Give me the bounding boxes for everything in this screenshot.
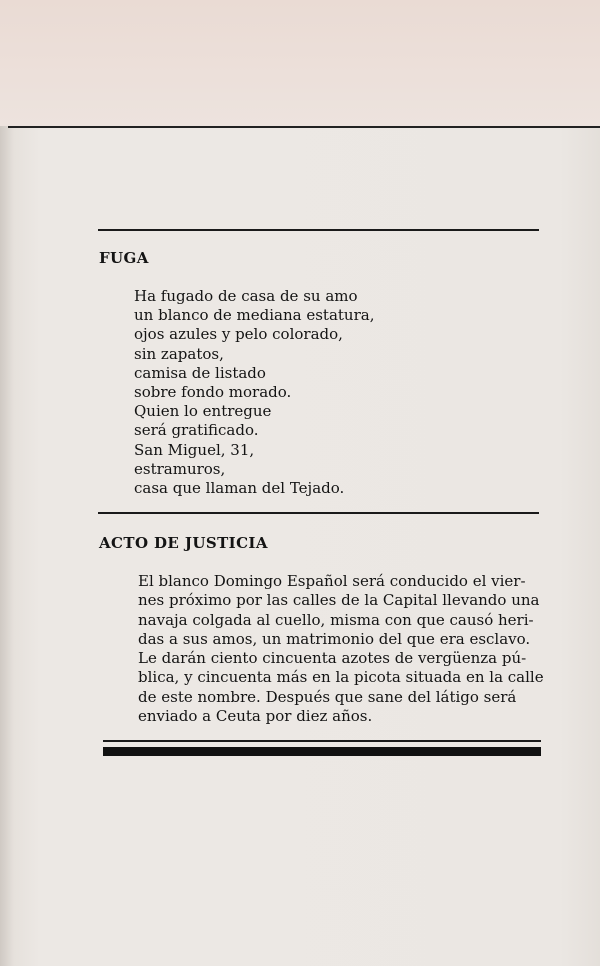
text-line: sobre fondo morado. <box>134 383 292 402</box>
top-margin <box>0 0 600 126</box>
acto-de-justicia-text <box>138 572 544 726</box>
text-line: enviado a Ceuta por diez años. <box>138 707 373 726</box>
text-line: sin zapatos, <box>134 344 224 363</box>
closing-rule-thick <box>103 747 541 756</box>
text-line: El blanco Domingo Español será conducido el vier- <box>138 572 526 590</box>
text-line: Le darán ciento cincuenta azotes de vergüenza pú- <box>138 649 527 668</box>
text-line: nes próximo por las calles de la Capital llevando una <box>138 591 540 610</box>
text-line: das a sus amos, un matrimonio del que era esclavo. <box>138 629 531 648</box>
text-line: navaja colgada al cuello, misma con que causó heri- <box>138 610 534 629</box>
text-line: casa que llaman del Tejado. <box>134 479 345 498</box>
text-line: un blanco de mediana estatura, <box>134 306 375 325</box>
text-line: estramuros, <box>134 459 226 478</box>
text-line: Ha fugado de casa de su amo <box>134 287 358 305</box>
closing-rule-thin <box>103 740 541 742</box>
section-divider <box>98 512 539 514</box>
text-line: ojos azules y pelo colorado, <box>134 325 343 344</box>
text-line: Quien lo entregue <box>134 402 272 421</box>
text-line: camisa de listado <box>134 363 266 382</box>
text-line: de este nombre. Después que sane del látigo será <box>138 687 517 706</box>
fuga-text <box>134 287 374 498</box>
top-rule <box>8 126 600 128</box>
section-divider <box>98 229 539 231</box>
text-line: San Miguel, 31, <box>134 440 255 459</box>
section-title-acto-de-justicia: ACTO DE JUSTICIA <box>99 534 268 552</box>
text-line: blica, y cincuenta más en la picota situada en la calle <box>138 668 544 687</box>
text-line: será gratificado. <box>134 421 259 440</box>
section-title-fuga: FUGA <box>99 249 149 267</box>
